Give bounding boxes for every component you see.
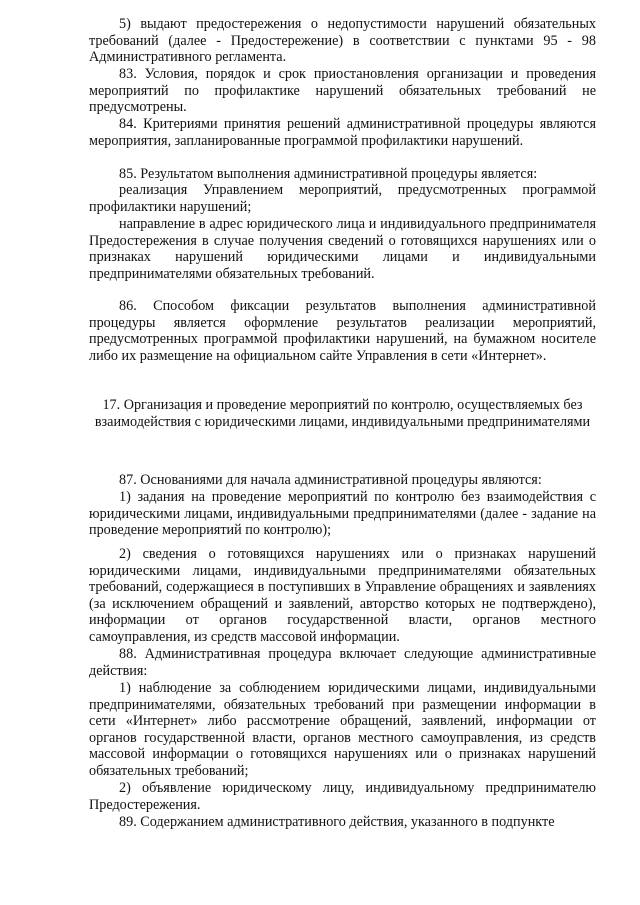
paragraph-87-item-2: 2) сведения о готовящихся нарушениях или о признаках нарушений юридическими лицами, индивидуальными предпринимателями обязательных требований, содержащиеся в поступивших в Управление обращениях и заявлениях (за исключением обращений и заявлений, авторство которых не подтверждено), информации от органов государственной власти, органов местного самоуправления, из средств массовой информации.	[89, 546, 596, 645]
paragraph-85: 85. Результатом выполнения административной процедуры является:	[119, 166, 538, 182]
paragraph-85-item-b: направление в адрес юридического лица и индивидуального предпринимателя Предостережения в случае получения сведений о готовящихся нарушениях или о признаках нарушений юридическими лицами и индивидуальными предпринимателями обязательных требований.	[89, 216, 596, 282]
paragraph-86: 86. Способом фиксации результатов выполнения административной процедуры является оформление результатов реализации мероприятий, предусмотренных программой профилактики нарушений, на бумажном носителе либо их размещение на официальном сайте Управления в сети «Интернет».	[89, 298, 596, 364]
paragraph-item-5-continued: 5) выдают предостережения о недопустимости нарушений обязательных требований (далее - Предостережение) в соответствии с пунктами 95 - 98 Административного регламента.	[89, 16, 596, 65]
paragraph-88-item-2: 2) объявление юридическому лицу, индивидуальному предпринимателю Предостережения.	[89, 780, 596, 813]
paragraph-85-item-a: реализация Управлением мероприятий, предусмотренных программой профилактики нарушений;	[89, 182, 596, 215]
section-heading: 17. Организация и проведение мероприятий по контролю, осуществляемых без взаимодействия с юридическими лицами, индивидуальными предпринимателями	[94, 397, 591, 430]
paragraph-88: 88. Административная процедура включает следующие административные действия:	[89, 646, 596, 679]
paragraph-89: 89. Содержанием административного действия, указанного в подпункте	[119, 814, 555, 830]
paragraph-87: 87. Основаниями для начала административной процедуры являются:	[119, 472, 542, 488]
paragraph-87-item-1: 1) задания на проведение мероприятий по контролю без взаимодействия с юридическими лицами, индивидуальными предпринимателями (далее - задание на проведение мероприятий по контролю);	[89, 489, 596, 538]
paragraph-84: 84. Критериями принятия решений административной процедуры являются мероприятия, запланированные программой профилактики нарушений.	[89, 116, 596, 149]
paragraph-83: 83. Условия, порядок и срок приостановления организации и проведения мероприятий по профилактике нарушений обязательных требований не предусмотрены.	[89, 66, 596, 115]
paragraph-88-item-1: 1) наблюдение за соблюдением юридическими лицами, индивидуальными предпринимателями, обязательных требований при размещении информации в сети «Интернет» либо рассмотрение обращений, заявлений, информации от органов государственной власти, органов местного самоуправления, из средств массовой информации о готовящихся нарушениях или о признаках нарушений обязательных требований;	[89, 680, 596, 779]
